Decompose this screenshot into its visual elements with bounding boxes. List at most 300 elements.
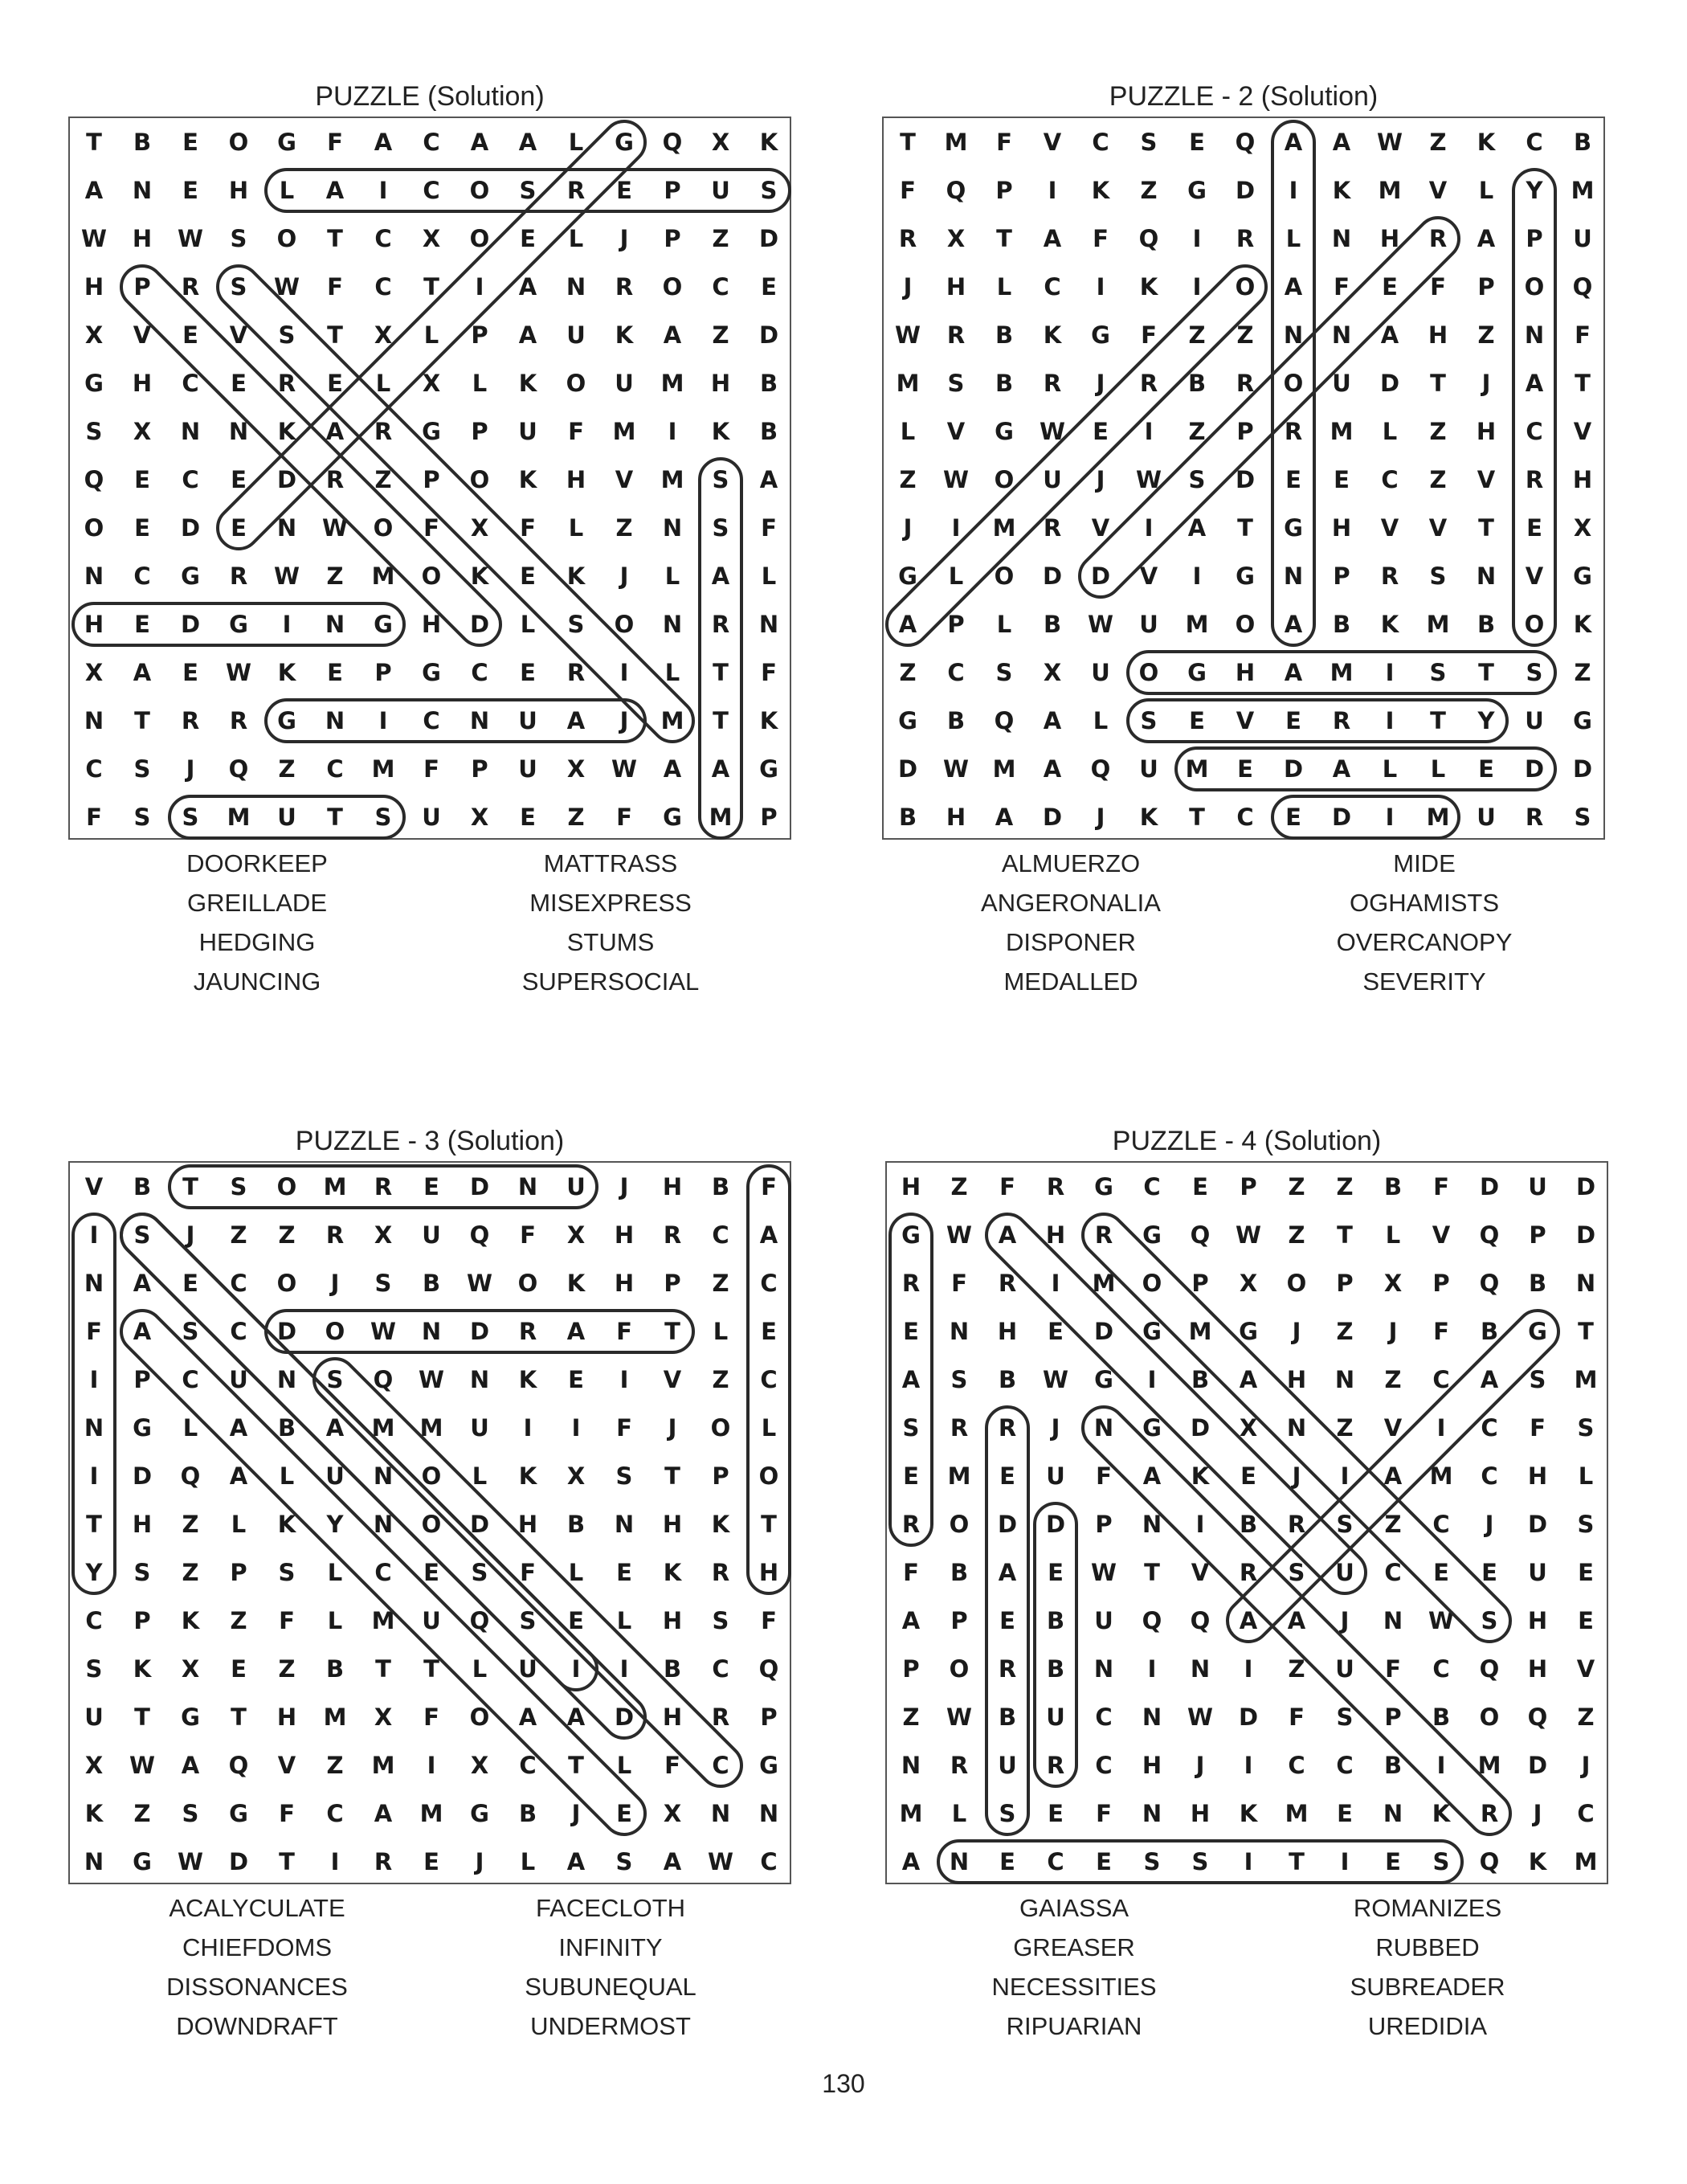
word-list bbox=[68, 844, 791, 1004]
grid-letter: O bbox=[469, 1703, 490, 1731]
grid-letter: L bbox=[616, 1607, 632, 1634]
grid-letter: I bbox=[475, 273, 484, 301]
grid-letter: S bbox=[712, 466, 729, 493]
grid-letter: L bbox=[996, 611, 1012, 638]
grid-letter: A bbox=[229, 1462, 248, 1490]
grid-letter: W bbox=[178, 225, 203, 252]
grid-letter: D bbox=[469, 611, 490, 638]
grid-letter: U bbox=[566, 321, 586, 349]
grid-letter: J bbox=[668, 1414, 677, 1442]
grid-letter: J bbox=[1051, 1414, 1060, 1442]
grid-letter: R bbox=[325, 1221, 345, 1249]
grid-letter: I bbox=[282, 611, 292, 638]
grid-letter: C bbox=[712, 273, 729, 301]
grid-letter: D bbox=[180, 514, 201, 542]
grid-letter: T bbox=[375, 1655, 391, 1683]
word-list-column-left bbox=[116, 1888, 398, 2046]
grid-letter: C bbox=[182, 370, 199, 397]
grid-letter: F bbox=[423, 514, 439, 542]
grid-letter: I bbox=[1051, 1270, 1060, 1297]
grid-letter: U bbox=[1335, 1559, 1354, 1586]
grid-letter: C bbox=[1095, 1752, 1113, 1779]
grid-letter: B bbox=[711, 1173, 730, 1200]
grid-letter: E bbox=[1526, 514, 1542, 542]
grid-letter: R bbox=[1525, 804, 1544, 831]
grid-letter: F bbox=[664, 1752, 680, 1779]
grid-letter: N bbox=[373, 1511, 394, 1538]
grid-letter: S bbox=[1143, 1848, 1161, 1875]
grid-letter: R bbox=[1428, 225, 1448, 252]
grid-letter: K bbox=[1573, 611, 1592, 638]
grid-letter: O bbox=[1479, 1703, 1500, 1731]
grid-letter: M bbox=[371, 755, 395, 783]
grid-letter: N bbox=[517, 1173, 538, 1200]
grid-letter: W bbox=[129, 1752, 155, 1779]
grid-letter: Q bbox=[1235, 129, 1256, 156]
grid-letter: G bbox=[181, 562, 200, 590]
grid-letter: S bbox=[374, 1270, 392, 1297]
grid-letter: Q bbox=[228, 755, 249, 783]
grid-letter: W bbox=[611, 755, 637, 783]
grid-letter: M bbox=[660, 370, 684, 397]
grid-letter: P bbox=[1526, 225, 1543, 252]
grid-letter: A bbox=[1284, 129, 1303, 156]
grid-letter: I bbox=[1048, 177, 1057, 204]
grid-letter: N bbox=[566, 273, 586, 301]
grid-letter: N bbox=[276, 514, 297, 542]
grid-letter: P bbox=[471, 418, 488, 445]
grid-letter: J bbox=[1096, 804, 1105, 831]
grid-letter: K bbox=[277, 659, 296, 686]
grid-letter: M bbox=[992, 755, 1016, 783]
grid-letter: W bbox=[946, 1703, 972, 1731]
grid-letter: C bbox=[1432, 1511, 1450, 1538]
grid-letter: W bbox=[226, 659, 251, 686]
grid-letter: B bbox=[1046, 1607, 1065, 1634]
word-list-item: HEDGING bbox=[198, 928, 316, 956]
grid-letter: H bbox=[566, 466, 586, 493]
word-list-column-right bbox=[470, 844, 751, 1001]
word-list-item: DISPONER bbox=[1006, 928, 1136, 956]
grid-letter: I bbox=[1244, 1848, 1253, 1875]
grid-letter: Q bbox=[180, 1462, 201, 1490]
word-list-column-left bbox=[116, 844, 398, 1001]
grid-letter: M bbox=[1330, 659, 1354, 686]
grid-letter: S bbox=[1481, 1607, 1498, 1634]
grid-letter: F bbox=[1575, 321, 1591, 349]
grid-letter: O bbox=[949, 1511, 970, 1538]
grid-letter: G bbox=[470, 1800, 489, 1827]
grid-letter: J bbox=[1481, 370, 1491, 397]
grid-letter: K bbox=[1139, 804, 1158, 831]
grid-letter: H bbox=[662, 1703, 683, 1731]
grid-letter: D bbox=[614, 1703, 635, 1731]
grid-letter: E bbox=[134, 611, 150, 638]
grid-letter: I bbox=[89, 1221, 99, 1249]
grid-letter: V bbox=[84, 1173, 104, 1200]
grid-letter: D bbox=[1235, 177, 1256, 204]
grid-letter: Z bbox=[1384, 1511, 1402, 1538]
grid-letter: N bbox=[1190, 1655, 1211, 1683]
grid-letter: R bbox=[181, 707, 200, 734]
grid-letter: F bbox=[1289, 1703, 1305, 1731]
grid-letter: N bbox=[228, 418, 249, 445]
grid-letter: F bbox=[903, 1559, 919, 1586]
grid-letter: C bbox=[374, 225, 392, 252]
grid-letter: M bbox=[660, 466, 684, 493]
grid-letter: J bbox=[619, 225, 629, 252]
grid-letter: R bbox=[1239, 1559, 1258, 1586]
word-list-item: GREASER bbox=[1013, 1933, 1135, 1961]
grid-letter: T bbox=[231, 1703, 247, 1731]
grid-letter: Q bbox=[84, 466, 104, 493]
grid-letter: T bbox=[423, 273, 439, 301]
grid-letter: B bbox=[950, 1559, 969, 1586]
grid-letter: N bbox=[1575, 1270, 1596, 1297]
grid-letter: X bbox=[422, 225, 441, 252]
grid-letter: U bbox=[1477, 804, 1496, 831]
grid-letter: R bbox=[518, 1318, 537, 1345]
grid-letter: N bbox=[662, 611, 683, 638]
grid-letter: S bbox=[1577, 1414, 1595, 1442]
grid-letter: E bbox=[903, 1462, 919, 1490]
grid-letter: A bbox=[84, 177, 104, 204]
grid-letter: P bbox=[1240, 1173, 1257, 1200]
grid-letter: A bbox=[325, 1414, 345, 1442]
grid-letter: Z bbox=[1188, 418, 1206, 445]
grid-letter: R bbox=[325, 466, 345, 493]
grid-letter: F bbox=[1530, 1414, 1546, 1442]
letter-grid bbox=[68, 1161, 791, 1884]
grid-letter: Z bbox=[615, 514, 633, 542]
grid-letter: P bbox=[947, 611, 965, 638]
grid-letter: W bbox=[467, 1270, 492, 1297]
word-list-column-right bbox=[470, 1888, 751, 2046]
grid-letter: T bbox=[996, 225, 1012, 252]
grid-letter: U bbox=[1528, 1559, 1547, 1586]
grid-letter: E bbox=[568, 1366, 584, 1393]
grid-letter: S bbox=[278, 321, 296, 349]
grid-letter: E bbox=[231, 370, 247, 397]
grid-letter: I bbox=[1144, 514, 1154, 542]
word-list-item: SUBREADER bbox=[1350, 1973, 1505, 2001]
grid-letter: C bbox=[760, 1270, 778, 1297]
grid-letter: E bbox=[423, 1173, 439, 1200]
grid-letter: Z bbox=[902, 1703, 920, 1731]
grid-letter: X bbox=[422, 370, 441, 397]
grid-letter: L bbox=[1478, 177, 1494, 204]
grid-letter: S bbox=[1188, 466, 1206, 493]
grid-letter: Q bbox=[1527, 1703, 1548, 1731]
grid-letter: E bbox=[1334, 466, 1350, 493]
word-list-column-right bbox=[1284, 844, 1565, 1001]
grid-letter: O bbox=[228, 129, 249, 156]
grid-letter: J bbox=[1340, 1607, 1350, 1634]
letter-grid bbox=[885, 1161, 1608, 1884]
grid-letter: T bbox=[713, 707, 729, 734]
grid-letter: C bbox=[182, 1366, 199, 1393]
grid-letter: O bbox=[949, 1655, 970, 1683]
grid-letter: C bbox=[1577, 1800, 1595, 1827]
grid-letter: X bbox=[711, 129, 730, 156]
grid-letter: F bbox=[616, 804, 632, 831]
grid-letter: A bbox=[759, 466, 778, 493]
grid-letter: A bbox=[1142, 1462, 1162, 1490]
grid-letter: K bbox=[518, 370, 537, 397]
grid-letter: W bbox=[178, 1848, 203, 1875]
grid-letter: D bbox=[1190, 1414, 1211, 1442]
grid-letter: I bbox=[378, 707, 388, 734]
grid-letter: V bbox=[1525, 562, 1544, 590]
grid-letter: F bbox=[616, 1414, 632, 1442]
grid-letter: E bbox=[1048, 1318, 1064, 1345]
grid-letter: D bbox=[276, 466, 297, 493]
grid-letter: U bbox=[518, 1655, 537, 1683]
grid-letter: J bbox=[903, 514, 913, 542]
grid-letter: W bbox=[1040, 418, 1065, 445]
grid-letter: M bbox=[371, 1414, 395, 1442]
grid-letter: L bbox=[568, 514, 584, 542]
grid-letter: J bbox=[1195, 1752, 1205, 1779]
puzzle-title: PUZZLE - 4 (Solution) bbox=[1112, 1126, 1382, 1156]
grid-letter: I bbox=[1147, 1366, 1157, 1393]
grid-letter: R bbox=[374, 1173, 393, 1200]
grid-letter: G bbox=[422, 659, 441, 686]
word-list-item: SUBUNEQUAL bbox=[525, 1973, 696, 2001]
word-list-item: ROMANIZES bbox=[1353, 1894, 1502, 1922]
grid-letter: T bbox=[327, 225, 343, 252]
grid-letter: W bbox=[1377, 129, 1403, 156]
grid-letter: A bbox=[1284, 611, 1303, 638]
grid-letter: A bbox=[1477, 225, 1496, 252]
grid-letter: C bbox=[423, 707, 440, 734]
puzzle-title: PUZZLE (Solution) bbox=[315, 81, 545, 112]
word-list-column-left bbox=[933, 1888, 1215, 2046]
grid-letter: M bbox=[660, 707, 684, 734]
grid-letter: Q bbox=[1190, 1221, 1211, 1249]
grid-letter: A bbox=[1239, 1607, 1258, 1634]
grid-letter: A bbox=[181, 1752, 200, 1779]
grid-letter: S bbox=[1336, 1703, 1354, 1731]
grid-letter: G bbox=[898, 562, 917, 590]
grid-letter: S bbox=[1288, 1559, 1305, 1586]
grid-letter: I bbox=[1192, 225, 1202, 252]
grid-letter: C bbox=[1432, 1366, 1450, 1393]
grid-letter: T bbox=[900, 129, 916, 156]
grid-letter: K bbox=[663, 1559, 682, 1586]
grid-letter: C bbox=[1481, 1462, 1498, 1490]
grid-letter: Z bbox=[1288, 1221, 1305, 1249]
grid-letter: C bbox=[326, 1800, 344, 1827]
grid-letter: B bbox=[998, 1366, 1017, 1393]
grid-letter: J bbox=[619, 562, 629, 590]
grid-letter: P bbox=[664, 177, 681, 204]
grid-letter: T bbox=[279, 1848, 295, 1875]
grid-letter: H bbox=[758, 1559, 779, 1586]
grid-letter: P bbox=[1191, 1270, 1209, 1297]
grid-letter: F bbox=[86, 1318, 102, 1345]
grid-letter: Q bbox=[1572, 273, 1593, 301]
grid-letter: M bbox=[371, 1607, 395, 1634]
grid-letter: I bbox=[1436, 1414, 1446, 1442]
grid-letter: J bbox=[475, 1848, 484, 1875]
grid-letter: E bbox=[134, 466, 150, 493]
word-list-item: OVERCANOPY bbox=[1336, 928, 1513, 956]
grid-letter: E bbox=[1240, 1462, 1256, 1490]
grid-letter: C bbox=[374, 1559, 392, 1586]
grid-letter: R bbox=[950, 1752, 969, 1779]
grid-letter: V bbox=[615, 466, 634, 493]
grid-letter: R bbox=[998, 1270, 1017, 1297]
grid-letter: S bbox=[374, 804, 392, 831]
grid-letter: J bbox=[1533, 1800, 1542, 1827]
grid-letter: Z bbox=[1574, 659, 1591, 686]
grid-letter: A bbox=[229, 1414, 248, 1442]
grid-letter: L bbox=[761, 562, 777, 590]
grid-letter: S bbox=[230, 225, 247, 252]
grid-letter: B bbox=[995, 370, 1014, 397]
grid-letter: P bbox=[995, 177, 1013, 204]
grid-letter: N bbox=[949, 1318, 970, 1345]
grid-letter: E bbox=[182, 321, 198, 349]
grid-letter: I bbox=[1385, 707, 1395, 734]
grid-letter: Y bbox=[1526, 177, 1543, 204]
word-list-item: JAUNCING bbox=[193, 967, 321, 996]
grid-letter: Q bbox=[1142, 1607, 1162, 1634]
grid-letter: V bbox=[1573, 418, 1592, 445]
grid-letter: R bbox=[711, 1559, 730, 1586]
grid-letter: H bbox=[662, 1173, 683, 1200]
grid-letter: A bbox=[1187, 514, 1207, 542]
grid-letter: U bbox=[615, 370, 634, 397]
grid-letter: T bbox=[664, 1462, 680, 1490]
grid-letter: Z bbox=[1429, 129, 1447, 156]
grid-letter: D bbox=[1527, 1511, 1548, 1538]
grid-letter: B bbox=[1383, 1173, 1403, 1200]
grid-letter: H bbox=[662, 1511, 683, 1538]
grid-letter: F bbox=[1385, 1655, 1401, 1683]
grid-letter: S bbox=[947, 370, 965, 397]
grid-letter: N bbox=[84, 562, 104, 590]
grid-letter: R bbox=[615, 273, 634, 301]
word-list-item: GAIASSA bbox=[1019, 1894, 1129, 1922]
grid-letter: B bbox=[566, 1511, 586, 1538]
grid-letter: D bbox=[1331, 804, 1352, 831]
grid-letter: E bbox=[520, 225, 536, 252]
grid-letter: B bbox=[1046, 1655, 1065, 1683]
grid-letter: S bbox=[1336, 1511, 1354, 1538]
grid-letter: A bbox=[998, 1559, 1017, 1586]
grid-letter: E bbox=[520, 659, 536, 686]
grid-letter: Q bbox=[1479, 1848, 1500, 1875]
grid-letter: K bbox=[1380, 611, 1399, 638]
grid-letter: O bbox=[276, 1270, 297, 1297]
grid-letter: Z bbox=[1188, 321, 1206, 349]
grid-letter: I bbox=[1192, 562, 1202, 590]
grid-letter: C bbox=[760, 1848, 778, 1875]
grid-letter: S bbox=[1429, 659, 1447, 686]
grid-letter: V bbox=[1139, 562, 1158, 590]
grid-letter: A bbox=[566, 1318, 586, 1345]
grid-letter: W bbox=[895, 321, 921, 349]
grid-letter: X bbox=[1043, 659, 1062, 686]
grid-letter: U bbox=[518, 707, 537, 734]
grid-letter: K bbox=[1139, 273, 1158, 301]
grid-letter: M bbox=[1426, 804, 1450, 831]
grid-letter: F bbox=[327, 129, 343, 156]
grid-letter: S bbox=[1429, 562, 1447, 590]
grid-letter: I bbox=[619, 1655, 629, 1683]
word-list-item: MATTRASS bbox=[543, 849, 678, 877]
grid-letter: A bbox=[133, 1318, 152, 1345]
grid-letter: P bbox=[902, 1655, 920, 1683]
grid-letter: H bbox=[1190, 1800, 1211, 1827]
grid-letter: K bbox=[1432, 1800, 1451, 1827]
grid-letter: B bbox=[1383, 1752, 1403, 1779]
grid-letter: D bbox=[1045, 1511, 1066, 1538]
puzzle-title: PUZZLE - 2 (Solution) bbox=[1109, 81, 1379, 112]
grid-letter: L bbox=[900, 418, 916, 445]
grid-letter: S bbox=[182, 1318, 199, 1345]
grid-letter: A bbox=[898, 611, 917, 638]
word-list-item: UNDERMOST bbox=[530, 2012, 691, 2040]
grid-letter: A bbox=[1284, 659, 1303, 686]
grid-letter: L bbox=[472, 1462, 488, 1490]
grid-letter: D bbox=[469, 1511, 490, 1538]
grid-letter: E bbox=[616, 177, 632, 204]
grid-letter: D bbox=[1575, 1221, 1596, 1249]
grid-letter: L bbox=[327, 1607, 343, 1634]
grid-letter: T bbox=[86, 129, 102, 156]
grid-letter: M bbox=[419, 1414, 443, 1442]
grid-letter: V bbox=[1576, 1655, 1595, 1683]
grid-letter: H bbox=[1428, 321, 1448, 349]
grid-letter: Z bbox=[1577, 1703, 1595, 1731]
grid-letter: G bbox=[1239, 1318, 1258, 1345]
grid-letter: S bbox=[760, 177, 778, 204]
grid-letter: Q bbox=[946, 177, 966, 204]
grid-letter: A bbox=[1332, 755, 1351, 783]
grid-letter: A bbox=[1043, 707, 1062, 734]
grid-letter: E bbox=[1285, 707, 1301, 734]
grid-letter: E bbox=[182, 129, 198, 156]
grid-letter: X bbox=[1573, 514, 1592, 542]
grid-letter: A bbox=[1287, 1607, 1306, 1634]
grid-letter: M bbox=[371, 562, 395, 590]
grid-letter: A bbox=[1043, 755, 1062, 783]
grid-letter: V bbox=[133, 321, 152, 349]
grid-letter: P bbox=[664, 225, 681, 252]
grid-letter: S bbox=[950, 1366, 968, 1393]
grid-letter: A bbox=[1380, 321, 1399, 349]
grid-letter: M bbox=[612, 418, 636, 445]
grid-letter: N bbox=[949, 1848, 970, 1875]
grid-letter: T bbox=[1578, 1318, 1594, 1345]
grid-letter: H bbox=[901, 1173, 921, 1200]
grid-letter: X bbox=[374, 321, 393, 349]
grid-letter: J bbox=[571, 1800, 581, 1827]
grid-letter: T bbox=[664, 1318, 680, 1345]
word-list-item: CHIEFDOMS bbox=[182, 1933, 332, 1961]
grid-letter: T bbox=[1237, 514, 1253, 542]
grid-letter: B bbox=[1477, 611, 1496, 638]
grid-letter: D bbox=[1283, 755, 1304, 783]
grid-letter: O bbox=[84, 514, 104, 542]
grid-letter: A bbox=[901, 1607, 921, 1634]
grid-letter: P bbox=[133, 1366, 151, 1393]
grid-letter: Z bbox=[1477, 321, 1495, 349]
grid-letter: N bbox=[901, 1752, 921, 1779]
